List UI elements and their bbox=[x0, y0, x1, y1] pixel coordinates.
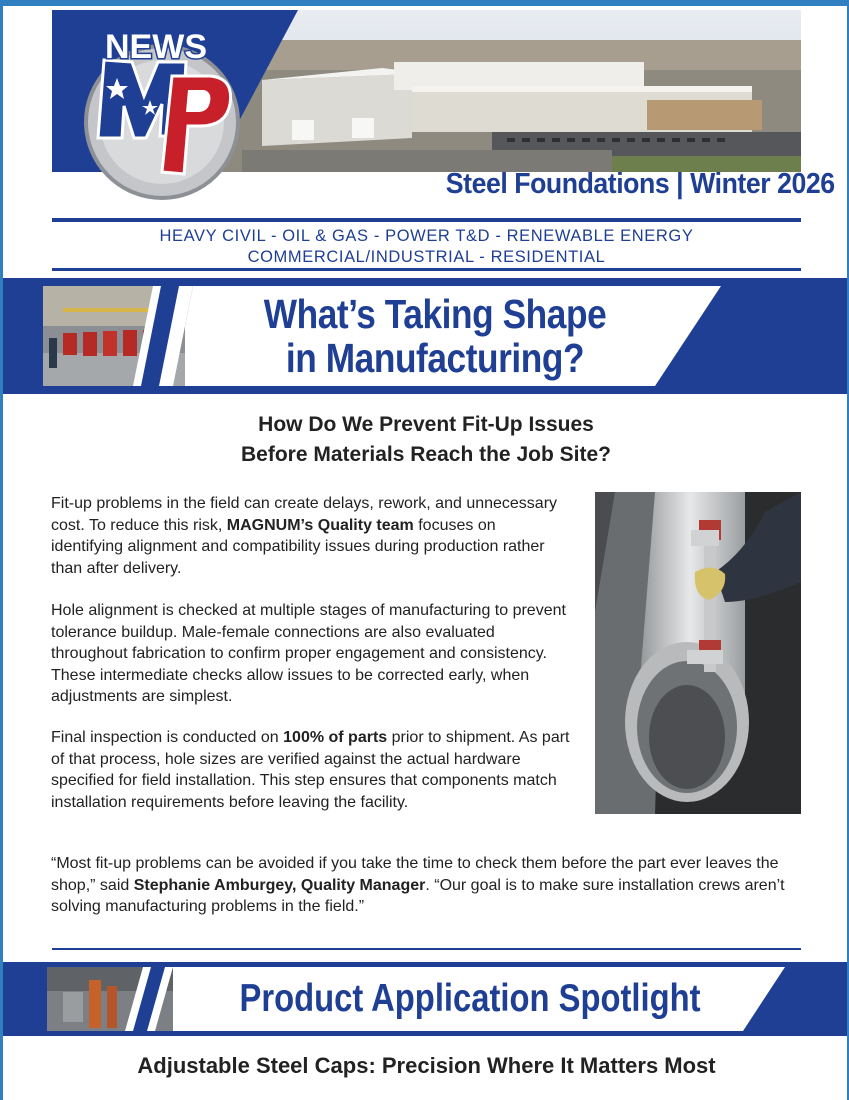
header-underline bbox=[52, 218, 801, 222]
parts-percentage-emphasis: 100% of parts bbox=[283, 729, 388, 746]
logo-news-text: NEWS bbox=[105, 28, 207, 66]
tagline-underline bbox=[52, 268, 801, 271]
pipe-inspection-photo bbox=[595, 492, 801, 814]
spotlight-section-title: Product Application Spotlight bbox=[239, 977, 701, 1020]
manufacturing-title-line2: in Manufacturing? bbox=[285, 335, 585, 381]
article-headline-line2: Before Materials Reach the Job Site? bbox=[241, 443, 611, 466]
quality-team-emphasis: MAGNUM’s Quality team bbox=[226, 516, 414, 534]
mp-news-logo bbox=[62, 16, 262, 216]
article-headline bbox=[120, 410, 732, 470]
manufacturing-section-title bbox=[246, 292, 624, 380]
section-divider bbox=[52, 948, 801, 950]
logo-mp-letters: MP bbox=[161, 214, 163, 215]
newsletter-title: Steel Foundations | Winter 2026 bbox=[446, 168, 835, 200]
spotlight-headline: Adjustable Steel Caps: Precision Where It Matters Most bbox=[137, 1053, 716, 1078]
quality-manager-name: Stephanie Amburgey, Quality Manager bbox=[133, 876, 426, 894]
article-paragraph-1: Fit-up problems in the field can create delays, rework, and unnecessary cost. To reduce this risk, MAGNUM’s Quality team focuses on identifying alignment and compatibility issues during production rather than after delivery. bbox=[51, 495, 558, 577]
top-frame-line bbox=[0, 0, 849, 6]
market-tagline-line2: COMMERCIAL/INDUSTRIAL - RESIDENTIAL bbox=[247, 248, 606, 266]
article-headline-line1: How Do We Prevent Fit-Up Issues bbox=[258, 413, 594, 436]
article-paragraph-2: Hole alignment is checked at multiple stages of manufacturing to prevent tolerance buildup. Male-female connections are also evaluated throughout fabrication to confirm proper engagement and consistency. These intermediate checks allow issues to be corrected early, when adjustments are simplest. bbox=[51, 602, 566, 705]
quality-manager-quote: “Most fit-up problems can be avoided if you take the time to check them before the part ever leaves the shop,” said Stephanie Amburgey, Quality Manager. “Our goal is to make sure installation crews aren’t solving manufacturing problems in the field.” bbox=[51, 855, 785, 915]
manufacturing-title-line1: What’s Taking Shape bbox=[263, 291, 607, 337]
left-frame-line bbox=[0, 0, 3, 1100]
article-paragraph-3: Final inspection is conducted on 100% of parts prior to shipment. As part of that process, hole sizes are verified against the actual hardware specified for field installation. This step ensures that components match installation requirements before leaving the facility. bbox=[51, 729, 570, 811]
market-tagline-line1: HEAVY CIVIL - OIL & GAS - POWER T&D - RENEWABLE ENERGY bbox=[159, 227, 694, 245]
